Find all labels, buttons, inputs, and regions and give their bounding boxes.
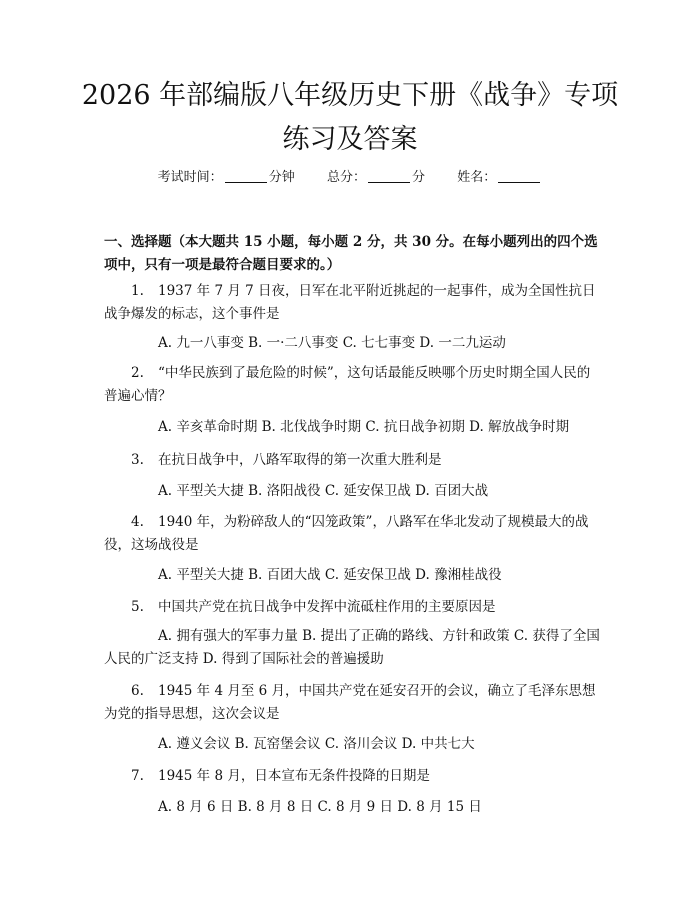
time-unit: 分钟 [268, 170, 295, 185]
question-3-options [104, 480, 600, 503]
question-number: 7. [131, 768, 144, 784]
question-text: 1937 年 7 月 7 日夜，日军在北平附近挑起的一起事件，成为全国性抗日战争爆发的标志，这个事件是 [104, 283, 596, 322]
question-number: 3. [131, 452, 144, 468]
question-7 [104, 765, 600, 788]
score-unit: 分 [412, 170, 426, 185]
title-line-1: 2026 年部编版八年级历史下册《战争》专项 [81, 80, 619, 111]
options-text: A. 平型关大捷 B. 百团大战 C. 延安保卫战 D. 豫湘桂战役 [158, 567, 502, 583]
question-6 [104, 680, 600, 726]
question-text: 1940 年，为粉碎敌人的“囚笼政策”，八路军在华北发动了规模最大的战役，这场战役是 [104, 514, 589, 553]
score-label: 总分： [326, 170, 366, 185]
page-title [60, 74, 640, 162]
options-text: A. 拥有强大的军事力量 B. 提出了正确的路线、方针和政策 C. 获得了全国人民的广泛支持 D. 得到了国际社会的普遍援助 [104, 628, 600, 667]
question-6-options [104, 733, 600, 756]
question-5-options [104, 625, 600, 671]
question-text: “中华民族到了最危险的时候”，这句话最能反映哪个历史时期全国人民的普遍心情？ [104, 365, 591, 404]
name-blank [498, 168, 540, 183]
question-5 [104, 596, 600, 619]
exam-meta [0, 168, 700, 188]
title-line-2: 练习及答案 [282, 124, 418, 155]
question-3 [104, 449, 600, 472]
options-text: A. 平型关大捷 B. 洛阳战役 C. 延安保卫战 D. 百团大战 [158, 483, 489, 499]
question-1 [104, 280, 600, 326]
section-heading: 一、选择题（本大题共 15 小题，每小题 2 分，共 30 分。在每小题列出的四个选项中，只有一项是最符合题目要求的。） [104, 234, 598, 273]
question-text: 中国共产党在抗日战争中发挥中流砥柱作用的主要原因是 [158, 599, 496, 615]
options-text: A. 遵义会议 B. 瓦窑堡会议 C. 洛川会议 D. 中共七大 [158, 736, 475, 752]
question-text: 1945 年 4 月至 6 月，中国共产党在延安召开的会议，确立了毛泽东思想为党的指导思想，这次会议是 [104, 683, 596, 722]
question-number: 6. [131, 683, 144, 699]
question-2-options [104, 416, 600, 439]
time-label: 考试时间： [157, 170, 223, 185]
options-text: A. 辛亥革命时期 B. 北伐战争时期 C. 抗日战争初期 D. 解放战争时期 [158, 419, 570, 435]
question-number: 1. [131, 283, 144, 299]
question-4-options [104, 564, 600, 587]
question-1-options [104, 332, 600, 355]
question-number: 4. [131, 514, 144, 530]
score-blank [368, 168, 410, 183]
options-text: A. 九一八事变 B. 一·二八事变 C. 七七事变 D. 一二九运动 [158, 335, 506, 351]
time-blank [225, 168, 267, 183]
question-text: 1945 年 8 月，日本宣布无条件投降的日期是 [158, 768, 430, 784]
question-number: 2. [131, 365, 144, 381]
question-number: 5. [131, 599, 144, 615]
options-text: A. 8 月 6 日 B. 8 月 8 日 C. 8 月 9 日 D. 8 月 15 日 [158, 799, 482, 815]
question-text: 在抗日战争中，八路军取得的第一次重大胜利是 [158, 452, 442, 468]
question-7-options [104, 796, 600, 819]
question-4 [104, 511, 600, 557]
name-label: 姓名： [457, 170, 497, 185]
question-2 [104, 362, 600, 408]
